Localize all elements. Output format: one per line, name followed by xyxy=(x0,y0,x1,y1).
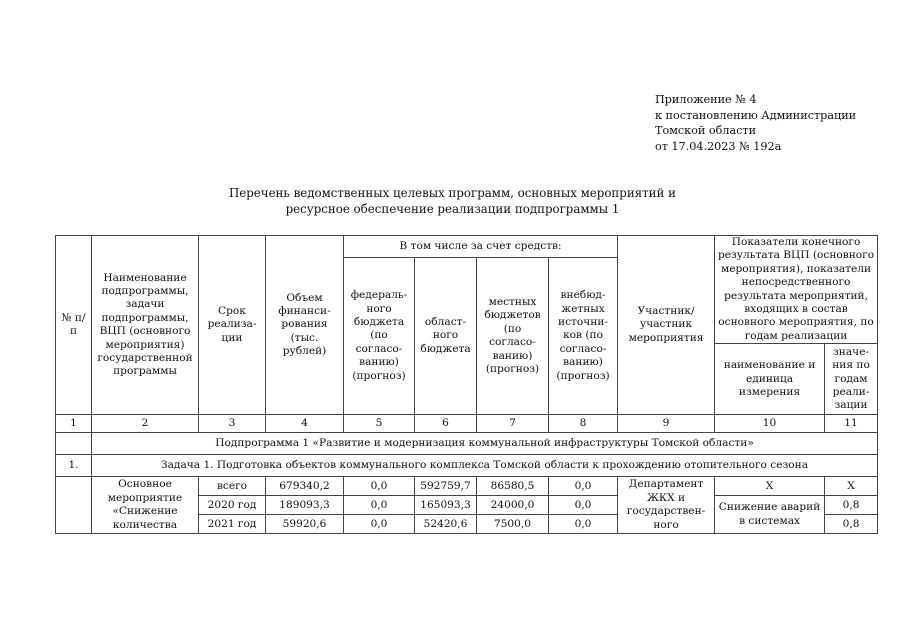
appendix-line: Приложение № 4 xyxy=(655,93,757,106)
local-cell: 86580,5 xyxy=(477,477,549,496)
task-num: 1. xyxy=(56,455,92,477)
federal-cell: 0,0 xyxy=(344,515,415,534)
header-num: № п/п xyxy=(56,236,92,415)
indicator-total-cell: Х xyxy=(715,477,825,496)
title-line: ресурсное обеспечение реализации подпрограммы 1 xyxy=(285,202,620,216)
header-name: Наименование подпрограммы, задачи подпрограммы, ВЦП (основного мероприятия) государственной программы xyxy=(92,236,199,415)
column-number: 8 xyxy=(549,415,618,433)
empty-cell xyxy=(56,477,92,534)
column-number: 5 xyxy=(344,415,415,433)
data-row xyxy=(56,477,878,496)
header-sources: В том числе за счет средств: xyxy=(344,236,618,258)
header-federal: федераль-ного бюджета (по согласо-ванию) (прогноз) xyxy=(344,258,415,415)
indicator-value-cell: Х xyxy=(825,477,878,496)
column-number: 6 xyxy=(415,415,477,433)
federal-cell: 0,0 xyxy=(344,496,415,515)
header-participant: Участник/ участник мероприятия xyxy=(618,236,715,415)
regional-cell: 52420,6 xyxy=(415,515,477,534)
title-line: Перечень ведомственных целевых программ, основных мероприятий и xyxy=(228,186,677,200)
indicator-value-cell: 0,8 xyxy=(825,496,878,515)
local-cell: 7500,0 xyxy=(477,515,549,534)
indicator-value-cell: 0,8 xyxy=(825,515,878,534)
regional-cell: 592759,7 xyxy=(415,477,477,496)
programs-table xyxy=(55,235,878,534)
participant-cell: Департамент ЖКХ и государствен-ного xyxy=(618,477,715,534)
subprogram-title: Подпрограмма 1 «Развитие и модернизация коммунальной инфраструктуры Томской области» xyxy=(92,433,878,455)
column-number: 2 xyxy=(92,415,199,433)
column-number: 4 xyxy=(266,415,344,433)
local-cell: 24000,0 xyxy=(477,496,549,515)
indicator-name-cell: Снижение аварий в системах xyxy=(715,496,825,534)
column-number: 7 xyxy=(477,415,549,433)
appendix-line: Томской области xyxy=(655,124,757,137)
column-number: 1 xyxy=(56,415,92,433)
volume-cell: 189093,3 xyxy=(266,496,344,515)
header-extra: внебюд-жетных источни-ков (по согласо-ванию) (прогноз) xyxy=(549,258,618,415)
header-regional: област-ного бюджета xyxy=(415,258,477,415)
column-number-row xyxy=(56,415,878,433)
subprogram-row xyxy=(56,433,878,455)
header-term: Срок реализа-ции xyxy=(199,236,266,415)
federal-cell: 0,0 xyxy=(344,477,415,496)
regional-cell: 165093,3 xyxy=(415,496,477,515)
volume-cell: 59920,6 xyxy=(266,515,344,534)
column-number: 10 xyxy=(715,415,825,433)
header-indicators: Показатели конечного результата ВЦП (основного мероприятия), показатели непосредственного результата мероприятий, входящих в состав основного мероприятия, по годам реализации xyxy=(715,236,878,344)
measure-name: Основное мероприятие «Снижение количества xyxy=(92,477,199,534)
task-row xyxy=(56,455,878,477)
header-local: местных бюджетов (по согласо-ванию) (прогноз) xyxy=(477,258,549,415)
appendix-date-line: от 17.04.2023 № 192а xyxy=(655,139,782,153)
column-number: 11 xyxy=(825,415,878,433)
column-number: 9 xyxy=(618,415,715,433)
header-row xyxy=(56,236,878,258)
extra-cell: 0,0 xyxy=(549,515,618,534)
extra-cell: 0,0 xyxy=(549,496,618,515)
period-cell: 2021 год xyxy=(199,515,266,534)
header-volume: Объем финанси-рования (тыс. рублей) xyxy=(266,236,344,415)
column-number: 3 xyxy=(199,415,266,433)
appendix-block xyxy=(655,92,856,154)
task-title: Задача 1. Подготовка объектов коммунального комплекса Томской области к прохождению отопительного сезона xyxy=(92,455,878,477)
document-title xyxy=(0,185,905,217)
period-cell: всего xyxy=(199,477,266,496)
period-cell: 2020 год xyxy=(199,496,266,515)
volume-cell: 679340,2 xyxy=(266,477,344,496)
extra-cell: 0,0 xyxy=(549,477,618,496)
header-indicator-name: наименование и единица измерения xyxy=(715,344,825,415)
appendix-line: к постановлению Администрации xyxy=(655,108,857,122)
header-indicator-value: значе-ния по годам реали-зации xyxy=(825,344,878,415)
empty-cell xyxy=(56,433,92,455)
